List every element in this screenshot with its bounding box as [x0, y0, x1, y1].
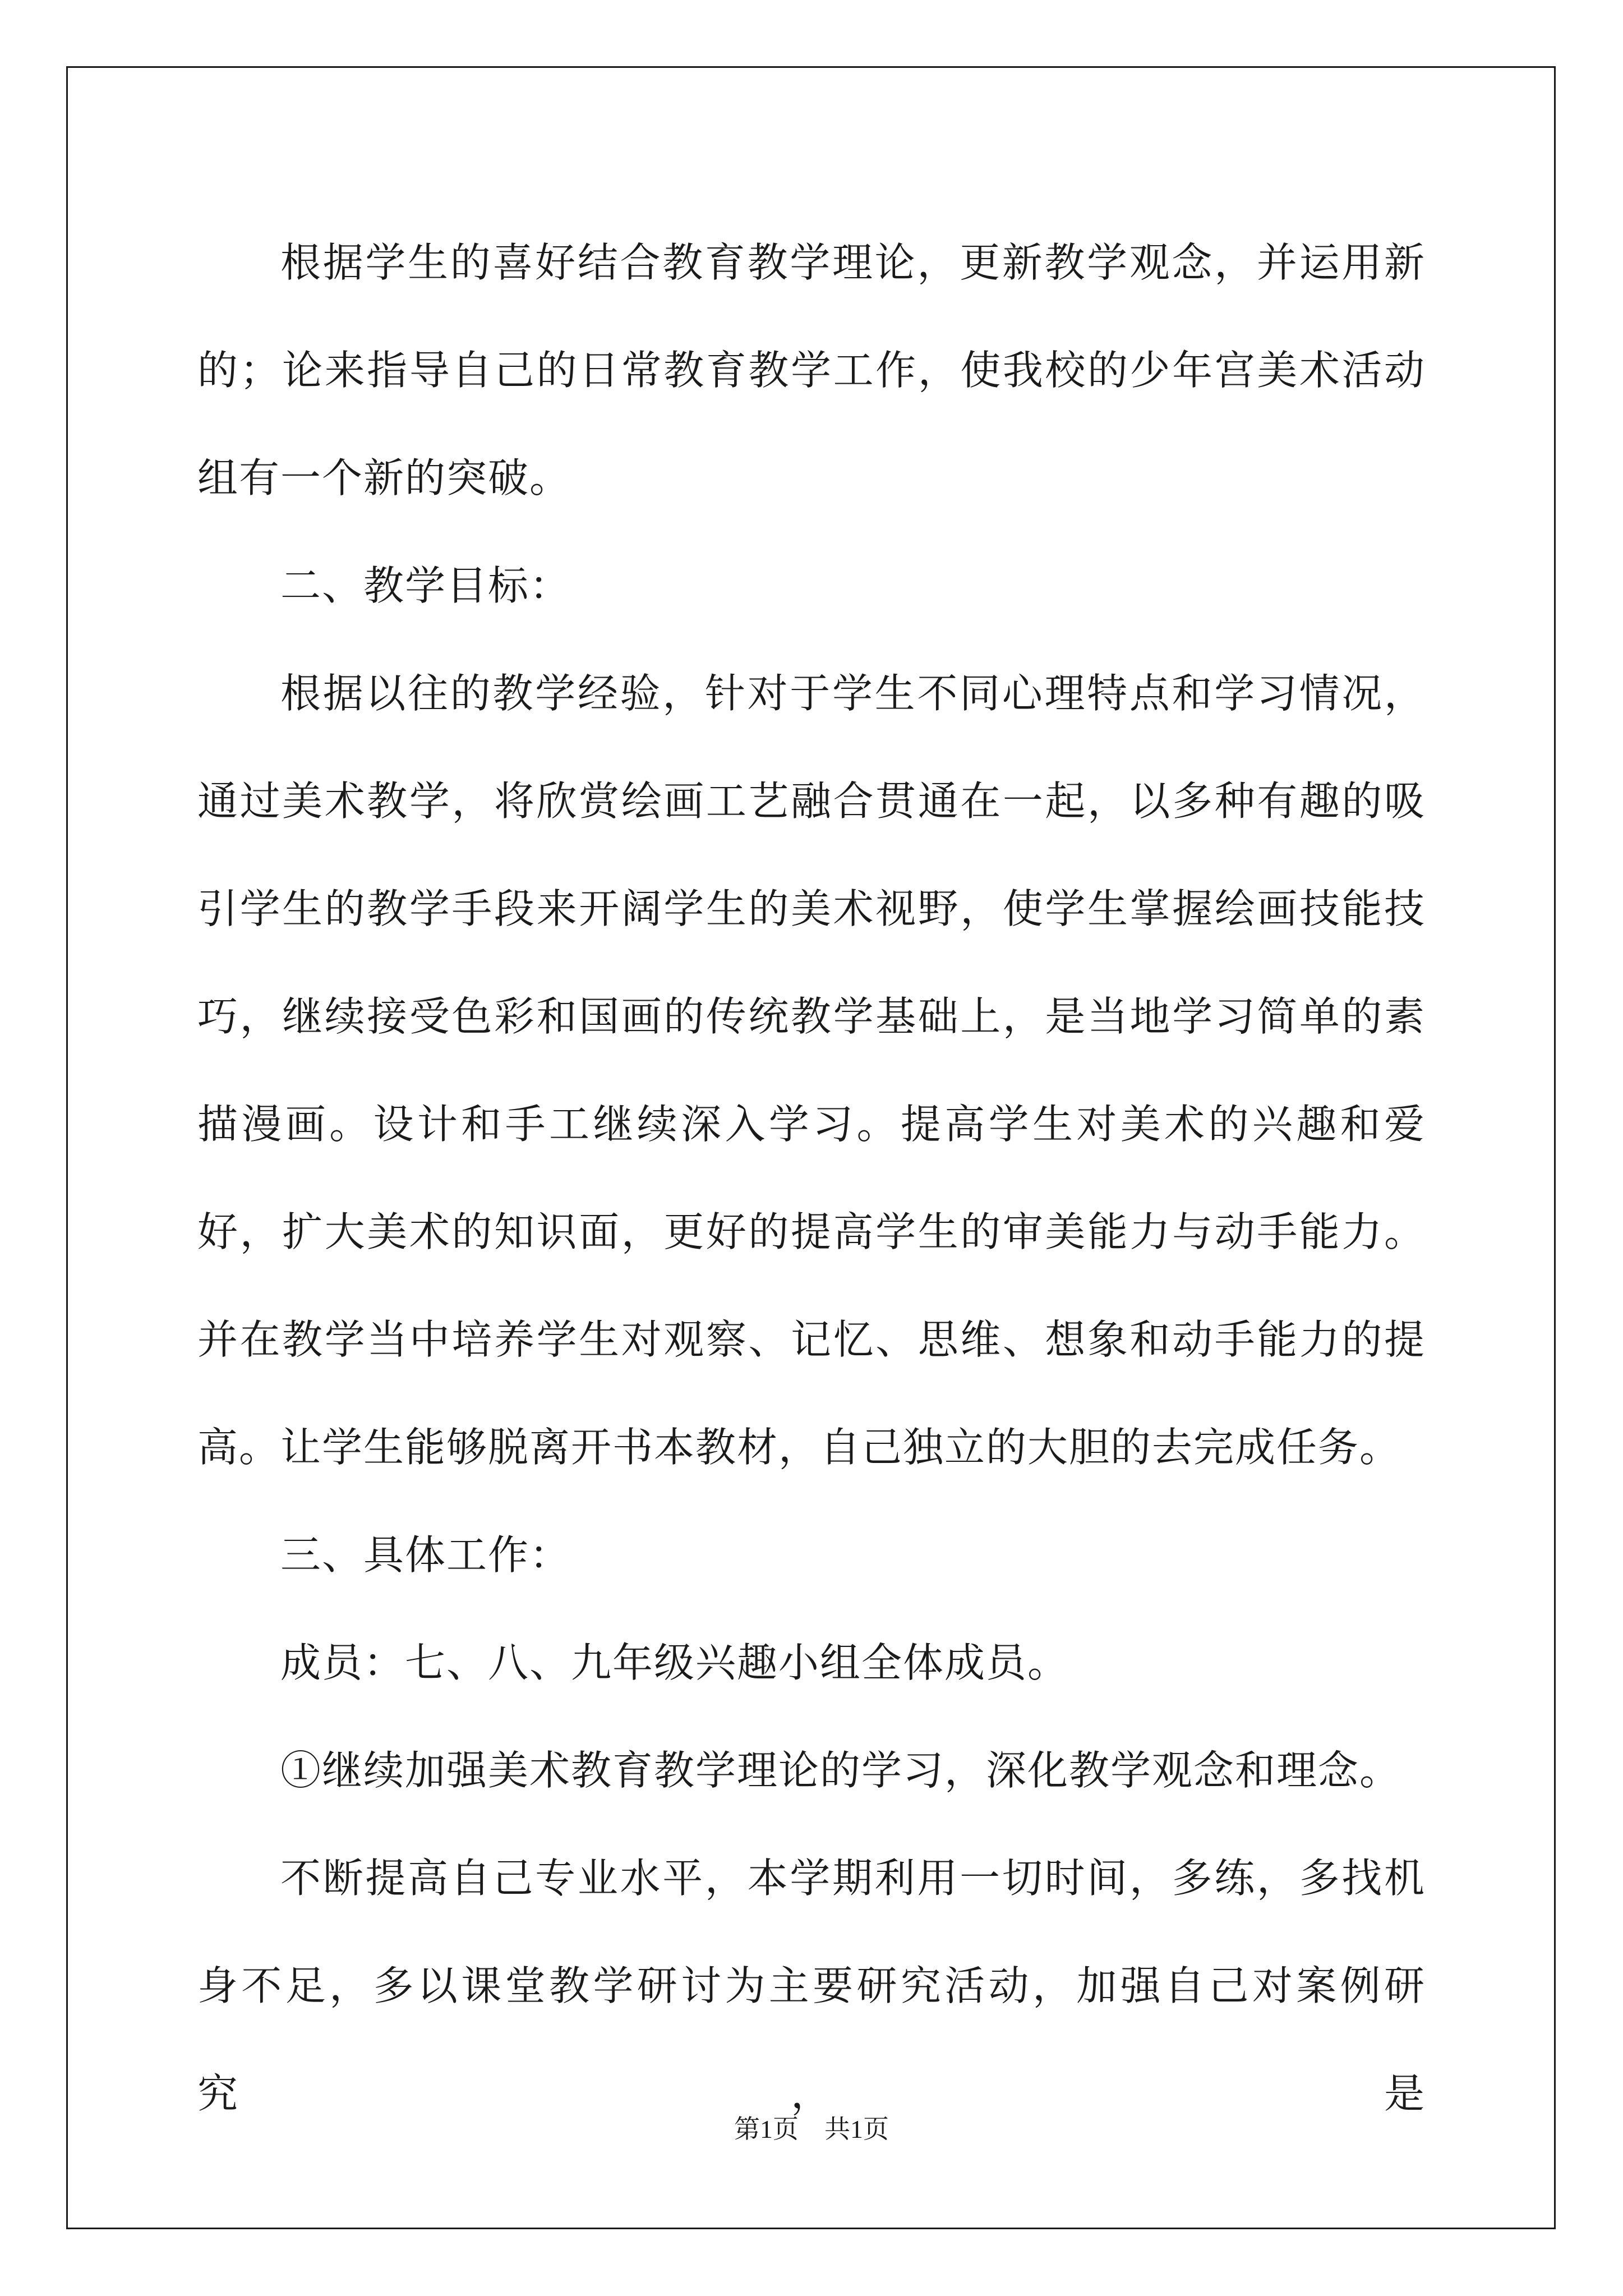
page-total: 共1页 [824, 2115, 889, 2143]
paragraph-members: 成员：七、八、九年级兴趣小组全体成员。 [280, 1639, 1069, 1686]
paragraph-teaching-goals: 根据以往的教学经验，针对于学生不同心理特点和学习情况，通过美术教学，将欣赏绘画工艺融合贯通在一起，以多种有趣的吸引学生的教学手段来开阔学生的美术视野，使学生掌握绘画技能技巧，继续接受色彩和国画的传统教学基础上，是当地学习简单的素描漫画。设计和手工继续深入学习。提高学生对美术的兴趣和爱好，扩大美术的知识面，更好的提高学生的审美能力与动手能力。并在教学当中培养学生对观察、记忆、思维、想象和动手能力的提高。让学生能够脱离开书本教材，自己独立的大胆的去完成任务。 [197, 670, 1426, 1471]
page-number: 第1页 [734, 2115, 799, 2143]
page-footer [0, 2113, 1623, 2146]
paragraph-item-1: ①继续加强美术教育教学理论的学习，深化教学观念和理念。 [280, 1747, 1401, 1794]
heading-specific-work: 三、具体工作： [280, 1531, 571, 1579]
paragraph-improvement: 不断提高自己专业水平，本学期利用一切时间，多练，多找机身不足，多以课堂教学研讨为主要研究活动，加强自己对案例研究，是 [197, 1855, 1426, 2117]
document-body [197, 209, 1426, 2147]
paragraph-intro: 根据学生的喜好结合教育教学理论，更新教学观念，并运用新的；论来指导自己的日常教育教学工作，使我校的少年宫美术活动组有一个新的突破。 [197, 239, 1426, 501]
heading-teaching-goals: 二、教学目标： [280, 562, 571, 609]
